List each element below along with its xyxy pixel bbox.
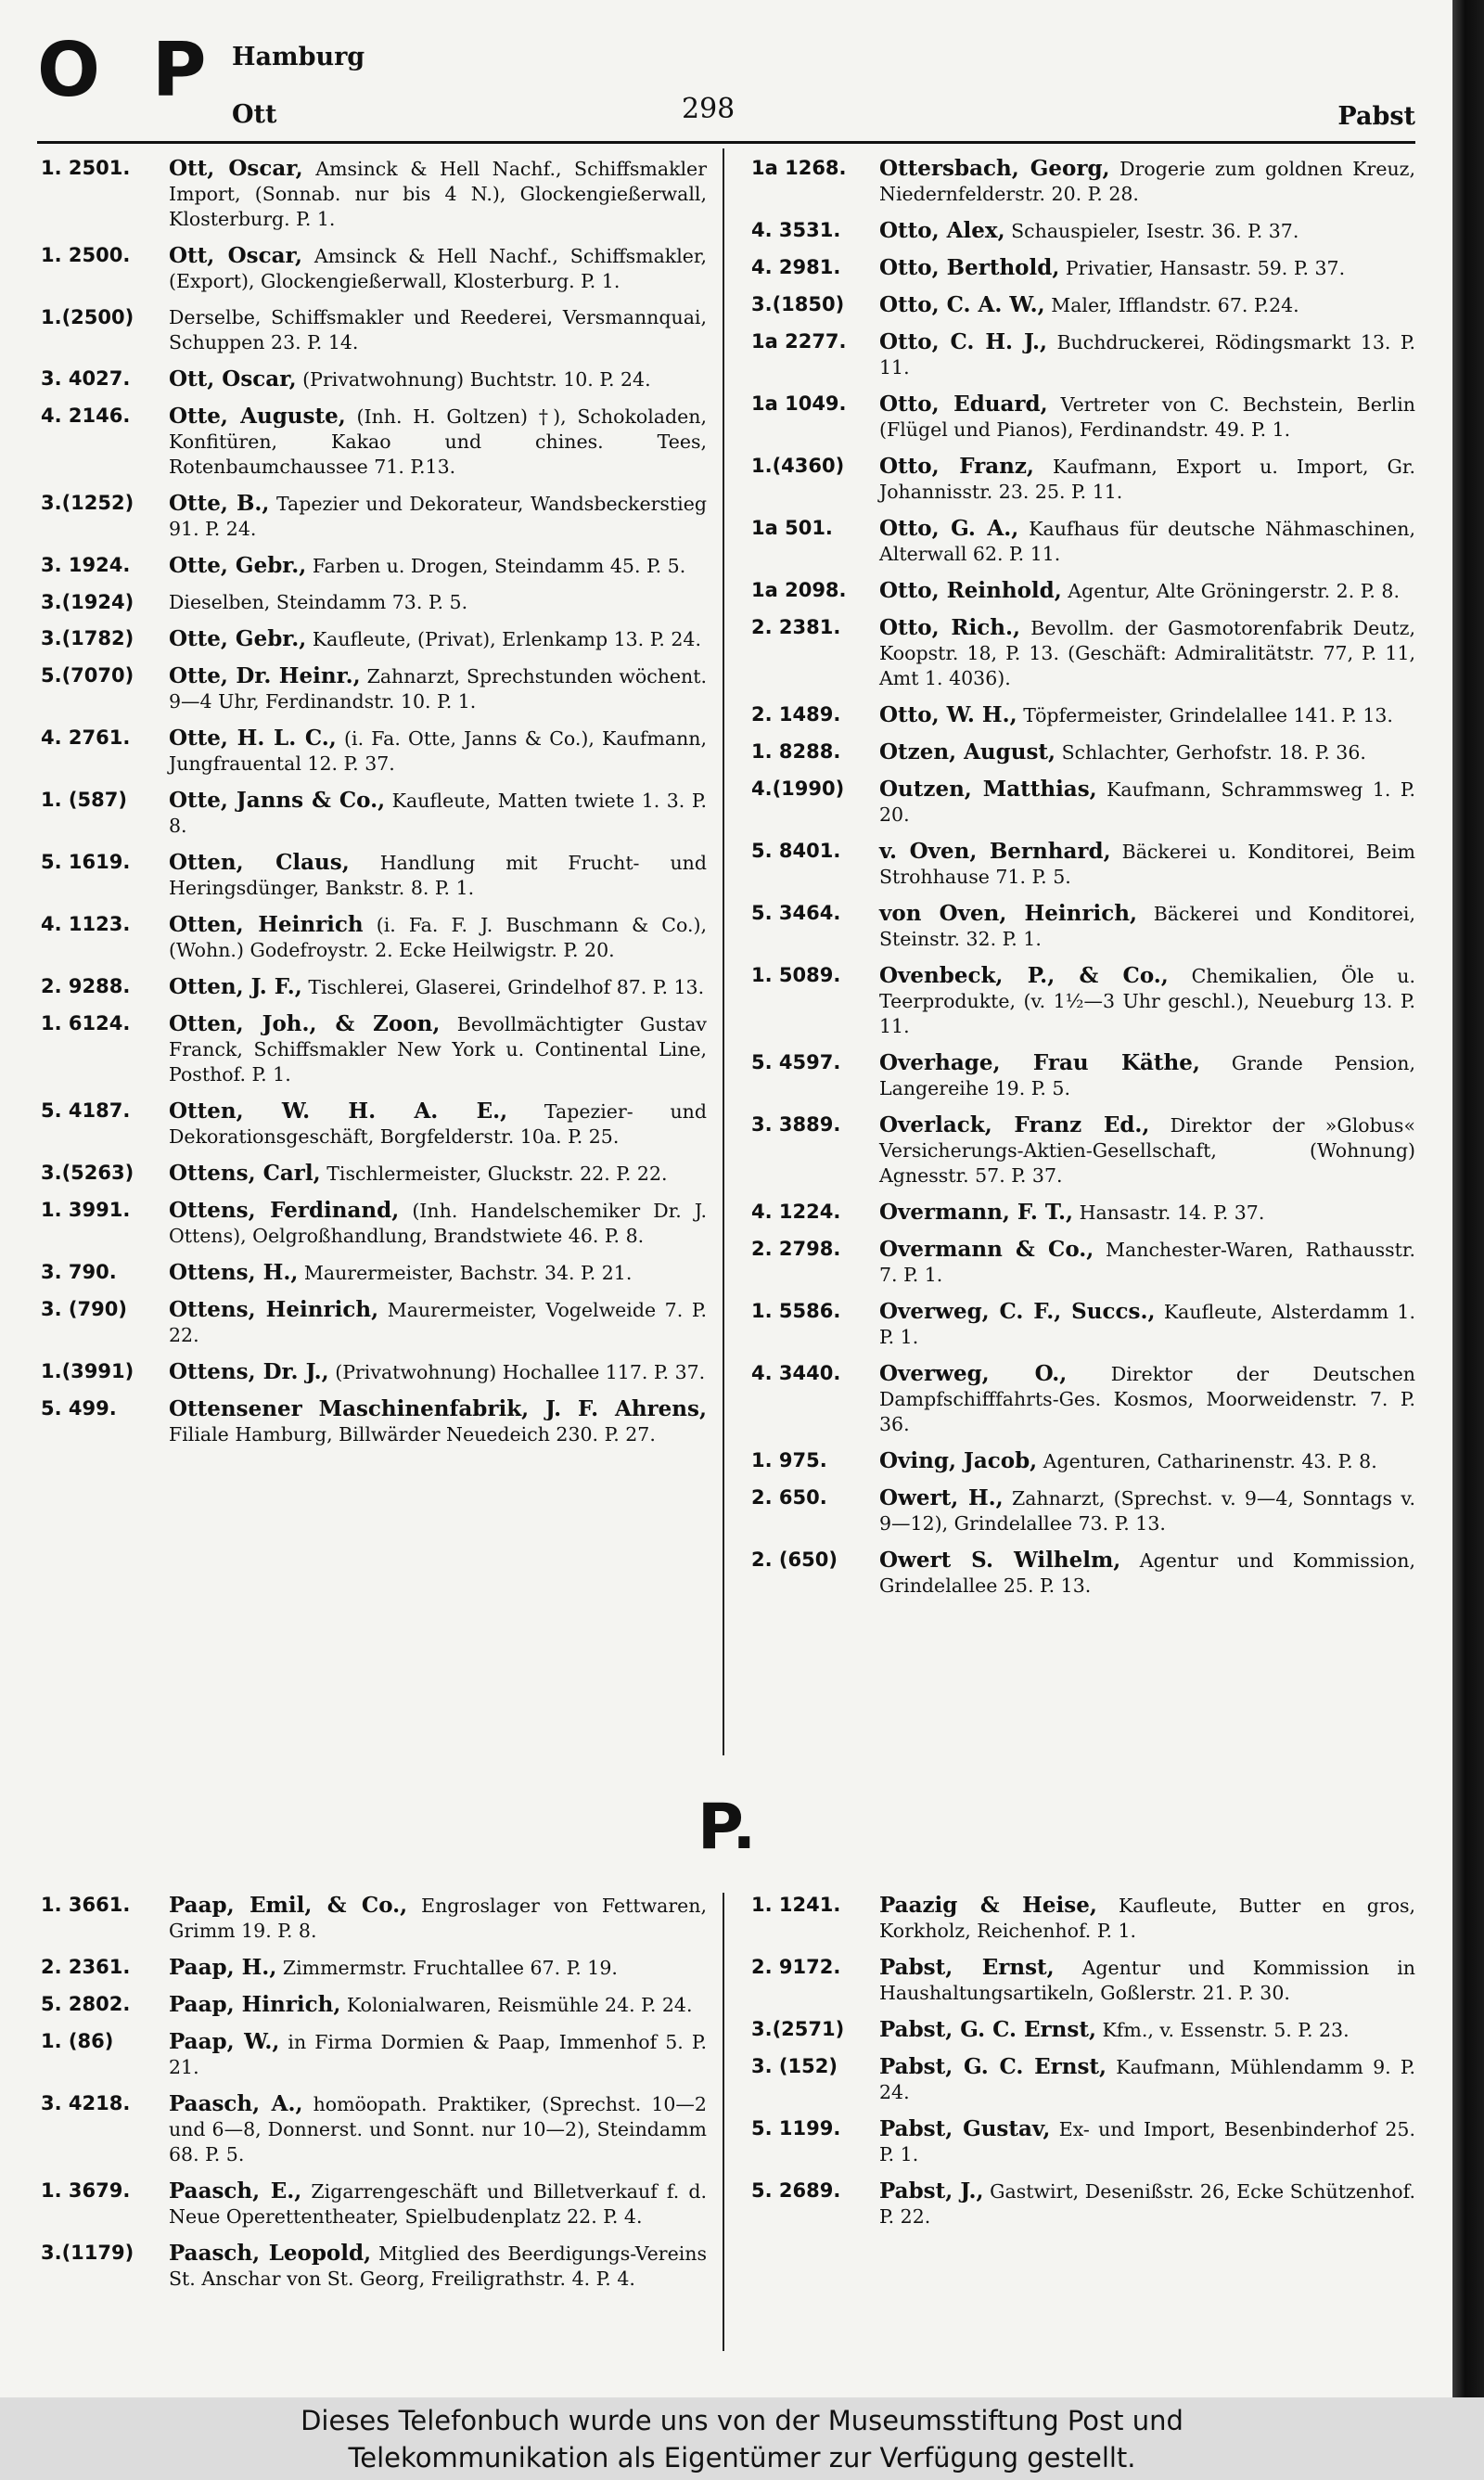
subscriber-name: Otten, Heinrich: [169, 912, 364, 937]
directory-entry: [41, 726, 707, 777]
subscriber-details: Derselbe, Schiffsmakler und Reederei, Versmannquai, Schuppen 23. P. 14.: [169, 306, 707, 353]
subscriber-details: Zahnarzt, (Sprechst. v. 9—4, Sonntags v. 9—12), Grindelallee 73. P. 13.: [879, 1487, 1415, 1535]
subscriber-name: Otte, Gebr.,: [169, 626, 307, 651]
header-city: Hamburg: [232, 43, 365, 71]
subscriber-name: Ott, Oscar,: [169, 366, 297, 392]
subscriber-details: Grande Pension, Langereihe 19. P. 5.: [879, 1052, 1415, 1099]
directory-entry: [41, 2091, 707, 2167]
directory-entry: [751, 1485, 1415, 1536]
subscriber-name: Otto, Rich.,: [879, 615, 1020, 640]
directory-entry: [751, 615, 1415, 691]
phone-number: 1. 5586.: [751, 1300, 841, 1322]
subscriber-details: Zahnarzt, Sprechstunden wöchent. 9—4 Uhr, Ferdinandstr. 10. P. 1.: [169, 665, 707, 713]
subscriber-details: Engroslager von Fettwaren, Grimm 19. P. 8.: [169, 1895, 707, 1942]
subscriber-details: Kolonialwaren, Reismühle 24. P. 24.: [346, 1994, 693, 2016]
phone-number: 1. 3679.: [41, 2179, 131, 2202]
phone-number: 1. (86): [41, 2030, 114, 2052]
subscriber-details: Buchdruckerei, Rödingsmarkt 13. P. 11.: [879, 331, 1415, 379]
directory-entry: [751, 739, 1415, 765]
subscriber-name: Otto, Franz,: [879, 454, 1034, 479]
phone-number: 2. 650.: [751, 1486, 827, 1509]
phone-number: 4. 1224.: [751, 1201, 841, 1223]
subscriber-name: Overmann, F. T.,: [879, 1200, 1074, 1225]
subscriber-name: Overweg, C. F., Succs.,: [879, 1299, 1156, 1324]
subscriber-details: Kaufleute, (Privat), Erlenkamp 13. P. 24.: [312, 628, 701, 650]
subscriber-name: Pabst, G. C. Ernst,: [879, 2054, 1107, 2079]
directory-entry: [751, 1548, 1415, 1599]
subscriber-details: Manchester-Waren, Rathausstr. 7. P. 1.: [879, 1239, 1415, 1286]
phone-number: 4. 3440.: [751, 1362, 841, 1384]
subscriber-details: (Inh. H. Goltzen) †), Schokoladen, Konfitüren, Kakao und chines. Tees, Rotenbaumchaussee 71. P.13.: [169, 405, 707, 478]
section-heading-p: P.: [697, 1791, 757, 1864]
phone-number: 5. 1619.: [41, 851, 131, 873]
phone-number: 3.(1924): [41, 591, 134, 613]
phone-number: 4. 3531.: [751, 219, 841, 241]
right-column-p: [751, 1893, 1415, 2241]
subscriber-details: homöopath. Praktiker, (Sprechst. 10—2 und 6—8, Donnerst. und Sonnt. nur 10—2), Steindamm 68. P. 5.: [169, 2093, 707, 2165]
subscriber-details: Tischlermeister, Gluckstr. 22. P. 22.: [326, 1163, 668, 1185]
subscriber-name: Paap, H.,: [169, 1955, 277, 1980]
header-rule: [37, 141, 1415, 144]
subscriber-details: Agentur und Kommission, Grindelallee 25. P. 13.: [879, 1549, 1415, 1597]
directory-entry: [41, 1297, 707, 1348]
directory-entry: [751, 963, 1415, 1039]
phone-number: 1a 2098.: [751, 579, 847, 601]
phone-number: 3. 4218.: [41, 2092, 131, 2114]
subscriber-details: Agentur und Kommission in Haushaltungsartikeln, Goßlerstr. 21. P. 30.: [879, 1957, 1415, 2004]
directory-entry: [751, 1448, 1415, 1474]
directory-entry: [41, 1955, 707, 1981]
subscriber-name: Otten, Joh., & Zoon,: [169, 1011, 441, 1036]
page-edge-shadow: [1452, 0, 1484, 2397]
subscriber-details: Hansastr. 14. P. 37.: [1079, 1201, 1265, 1224]
subscriber-name: Ovenbeck, P., & Co.,: [879, 963, 1169, 988]
subscriber-name: Paap, Hinrich,: [169, 1992, 341, 2017]
phone-number: 3.(1179): [41, 2242, 134, 2264]
phone-number: 3.(1782): [41, 627, 134, 649]
subscriber-name: Overhage, Frau Käthe,: [879, 1050, 1200, 1075]
directory-entry: [751, 777, 1415, 828]
phone-number: 1. (587): [41, 789, 127, 811]
phone-number: 2. 2361.: [41, 1956, 131, 1978]
directory-entry: [41, 2178, 707, 2229]
subscriber-details: Agentur, Alte Gröningerstr. 2. P. 8.: [1068, 580, 1400, 602]
subscriber-name: Otto, Reinhold,: [879, 578, 1062, 603]
phone-number: 1. 2501.: [41, 157, 131, 179]
left-column-p: [41, 1893, 707, 2303]
subscriber-name: Otto, G. A.,: [879, 516, 1019, 541]
subscriber-name: Ottens, Dr. J.,: [169, 1359, 329, 1384]
header-last-entry: Pabst: [1337, 102, 1415, 131]
subscriber-details: Vertreter von C. Bechstein, Berlin (Flügel und Pianos), Ferdinandstr. 49. P. 1.: [879, 393, 1415, 441]
subscriber-details: Gastwirt, Desenißstr. 26, Ecke Schützenhof. P. 22.: [879, 2180, 1415, 2228]
subscriber-name: Paap, Emil, & Co.,: [169, 1893, 408, 1918]
directory-entry: [751, 2178, 1415, 2229]
subscriber-name: Pabst, Gustav,: [879, 2116, 1051, 2141]
phone-number: 5. 3464.: [751, 902, 841, 924]
directory-entry: [41, 1011, 707, 1087]
subscriber-name: Owert S. Wilhelm,: [879, 1548, 1121, 1573]
phone-number: 5. 2689.: [751, 2179, 841, 2202]
subscriber-name: Otte, Janns & Co.,: [169, 788, 386, 813]
subscriber-name: Ott, Oscar,: [169, 243, 302, 268]
directory-entry: [41, 1893, 707, 1944]
subscriber-details: Direktor der »Globus« Versicherungs-Aktien-Gesellschaft, (Wohnung) Agnesstr. 57. P. 37.: [879, 1114, 1415, 1187]
subscriber-name: Otte, B.,: [169, 491, 270, 516]
directory-entry: [41, 1359, 707, 1385]
subscriber-details: Bäckerei u. Konditorei, Beim Strohhause 71. P. 5.: [879, 841, 1415, 888]
phone-number: 1. 2500.: [41, 244, 131, 266]
footer-notice: [0, 2397, 1484, 2480]
right-column-o: [751, 156, 1415, 1610]
subscriber-details: Kaufleute, Butter en gros, Korkholz, Reichenhof. P. 1.: [879, 1895, 1415, 1942]
subscriber-details: Bevollm. der Gasmotorenfabrik Deutz, Koopstr. 18, P. 13. (Geschäft: Admiralitätstr. 77, P. 11, Amt 1. 4036).: [879, 617, 1415, 689]
directory-entry: [751, 1112, 1415, 1189]
subscriber-details: Chemikalien, Öle u. Teerprodukte, (v. 1½—3 Uhr geschl.), Neueburg 13. P. 11.: [879, 965, 1415, 1037]
subscriber-name: Ottens, Heinrich,: [169, 1297, 379, 1322]
directory-entry: [751, 1955, 1415, 2006]
subscriber-details: Maler, Ifflandstr. 67. P.24.: [1051, 294, 1299, 316]
phone-number: 2. 1489.: [751, 703, 841, 726]
directory-entry: [41, 2241, 707, 2292]
directory-entry: [41, 1099, 707, 1150]
directory-entry: [41, 1992, 707, 2018]
subscriber-details: (Privatwohnung) Hochallee 117. P. 37.: [335, 1361, 706, 1383]
subscriber-details: in Firma Dormien & Paap, Immenhof 5. P. 21.: [169, 2031, 707, 2078]
phone-number: 4. 2146.: [41, 405, 131, 427]
directory-entry: [751, 329, 1415, 380]
directory-entry: [41, 1161, 707, 1187]
directory-entry: [751, 1893, 1415, 1944]
directory-entry: [751, 292, 1415, 318]
subscriber-name: Otten, Claus,: [169, 850, 350, 875]
phone-number: 1a 1049.: [751, 392, 847, 415]
directory-entry: [751, 218, 1415, 244]
subscriber-name: Paasch, Leopold,: [169, 2241, 372, 2266]
subscriber-name: Outzen, Matthias,: [879, 777, 1097, 802]
subscriber-details: Agenturen, Catharinenstr. 43. P. 8.: [1043, 1450, 1377, 1472]
phone-number: 5. 8401.: [751, 840, 841, 862]
directory-entry: [751, 839, 1415, 890]
subscriber-name: Otten, J. F.,: [169, 974, 302, 999]
subscriber-name: Otte, Dr. Heinr.,: [169, 663, 361, 688]
phone-number: 5. 499.: [41, 1397, 117, 1420]
phone-number: 1. 975.: [751, 1449, 827, 1471]
phone-number: 2. 9288.: [41, 975, 131, 997]
subscriber-details: Tischlerei, Glaserei, Grindelhof 87. P. 13.: [308, 976, 705, 998]
directory-entry: [41, 788, 707, 839]
phone-number: 5. 2802.: [41, 1993, 131, 2015]
phone-number: 5. 4597.: [751, 1051, 841, 1073]
phone-number: 1. 1241.: [751, 1894, 841, 1916]
phone-number: 3.(2571): [751, 2018, 845, 2040]
phone-number: 1a 1268.: [751, 157, 847, 179]
subscriber-name: v. Oven, Bernhard,: [879, 839, 1111, 864]
directory-entry: [751, 578, 1415, 604]
subscriber-name: Ott, Oscar,: [169, 156, 303, 181]
phone-number: 1.(2500): [41, 306, 134, 328]
subscriber-name: Overmann & Co.,: [879, 1237, 1094, 1262]
subscriber-details: Kfm., v. Essenstr. 5. P. 23.: [1102, 2019, 1350, 2041]
directory-entry: [751, 702, 1415, 728]
subscriber-name: Paap, W.,: [169, 2029, 280, 2054]
subscriber-name: Paasch, E.,: [169, 2178, 302, 2204]
subscriber-details: Filiale Hamburg, Billwärder Neuedeich 230. P. 27.: [169, 1423, 656, 1446]
subscriber-name: Oving, Jacob,: [879, 1448, 1038, 1473]
subscriber-name: Otten, W. H. A. E.,: [169, 1099, 508, 1124]
footer-line-2: Telekommunikation als Eigentümer zur Verfügung gestellt.: [348, 2442, 1136, 2474]
phone-number: 4. 2761.: [41, 726, 131, 749]
phone-number: 4. 1123.: [41, 913, 131, 935]
phone-number: 3.(1850): [751, 293, 845, 315]
phone-number: 3.(5263): [41, 1162, 134, 1184]
subscriber-name: Paazig & Heise,: [879, 1893, 1097, 1918]
subscriber-name: Pabst, G. C. Ernst,: [879, 2017, 1096, 2042]
subscriber-details: (i. Fa. Otte, Janns & Co.), Kaufmann, Jungfrauental 12. P. 37.: [169, 727, 707, 775]
subscriber-name: Otto, C. A. W.,: [879, 292, 1045, 317]
directory-entry: [41, 491, 707, 542]
directory-entry: [751, 1200, 1415, 1226]
phone-number: 3. (790): [41, 1298, 127, 1320]
directory-entry: [41, 663, 707, 714]
phone-number: 1. 6124.: [41, 1012, 131, 1034]
directory-entry: [751, 156, 1415, 207]
subscriber-details: Schlachter, Gerhofstr. 18. P. 36.: [1061, 741, 1366, 764]
phone-number: 5. 1199.: [751, 2117, 841, 2139]
directory-entry: [41, 590, 707, 615]
subscriber-name: Paasch, A.,: [169, 2091, 303, 2116]
subscriber-details: Dieselben, Steindamm 73. P. 5.: [169, 591, 468, 613]
phone-number: 5. 4187.: [41, 1099, 131, 1122]
directory-entry: [41, 404, 707, 480]
subscriber-name: Otto, C. H. J.,: [879, 329, 1048, 354]
subscriber-name: Ottens, H.,: [169, 1260, 299, 1285]
subscriber-details: Bäckerei und Konditorei, Steinstr. 32. P. 1.: [879, 903, 1415, 950]
subscriber-details: Kaufmann, Schrammsweg 1. P. 20.: [879, 778, 1415, 826]
directory-entry: [751, 454, 1415, 505]
phone-number: 1.(4360): [751, 455, 845, 477]
phone-number: 1. 3991.: [41, 1199, 131, 1221]
phone-number: 1a 501.: [751, 517, 833, 539]
subscriber-details: Handlung mit Frucht- und Heringsdünger, Bankstr. 8. P. 1.: [169, 852, 707, 899]
phone-number: 2. 9172.: [751, 1956, 841, 1978]
subscriber-details: (Inh. Handelschemiker Dr. J. Ottens), Oelgroßhandlung, Brandstwiete 46. P. 8.: [169, 1200, 707, 1247]
phone-number: 1.(3991): [41, 1360, 134, 1382]
phone-number: 5.(7070): [41, 664, 134, 687]
subscriber-details: Mitglied des Beerdigungs-Vereins St. Anschar von St. Georg, Freiligrathstr. 4. P. 4.: [169, 2242, 707, 2290]
subscriber-name: Otto, Alex,: [879, 218, 1005, 243]
directory-entry: [751, 392, 1415, 443]
subscriber-details: Schauspieler, Isestr. 36. P. 37.: [1011, 220, 1299, 242]
phone-number: 1. 8288.: [751, 740, 841, 763]
phone-number: 3. 3889.: [751, 1113, 841, 1136]
directory-entry: [41, 974, 707, 1000]
subscriber-name: Otte, H. L. C.,: [169, 726, 337, 751]
subscriber-name: Ottens, Carl,: [169, 1161, 321, 1186]
subscriber-details: Töpfermeister, Grindelallee 141. P. 13.: [1023, 704, 1393, 726]
subscriber-name: Pabst, J.,: [879, 2178, 984, 2204]
subscriber-details: Zigarrengeschäft und Billetverkauf f. d. Neue Operettentheater, Spielbudenplatz 22. P. 4.: [169, 2180, 707, 2228]
column-divider-top: [723, 148, 724, 1755]
directory-entry: [41, 626, 707, 652]
directory-entry: [41, 305, 707, 355]
subscriber-name: Overweg, O.,: [879, 1361, 1068, 1386]
subscriber-details: (Privatwohnung) Buchtstr. 10. P. 24.: [302, 368, 651, 391]
directory-entry: [41, 1396, 707, 1447]
phone-number: 1. 5089.: [751, 964, 841, 986]
footer-line-1: Dieses Telefonbuch wurde uns von der Museumsstiftung Post und: [301, 2405, 1183, 2436]
subscriber-details: Tapezier- und Dekorationsgeschäft, Borgfelderstr. 10a. P. 25.: [169, 1100, 707, 1148]
directory-entry: [41, 156, 707, 232]
subscriber-details: Maurermeister, Bachstr. 34. P. 21.: [303, 1262, 633, 1284]
directory-entry: [751, 2017, 1415, 2043]
subscriber-details: Amsinck & Hell Nachf., Schiffsmakler Import, (Sonnab. nur bis 4 N.), Glockengießerwall, Klosterburg. P. 1.: [169, 158, 707, 230]
phone-number: 3.(1252): [41, 492, 134, 514]
directory-entry: [751, 1050, 1415, 1101]
subscriber-details: Drogerie zum goldnen Kreuz, Niedernfelderstr. 20. P. 28.: [879, 158, 1415, 205]
directory-entry: [751, 255, 1415, 281]
subscriber-details: Kaufleute, Alsterdamm 1. P. 1.: [879, 1301, 1415, 1348]
subscriber-name: Otto, Berthold,: [879, 255, 1060, 280]
phone-number: 3. (152): [751, 2055, 838, 2077]
subscriber-name: Otte, Gebr.,: [169, 553, 307, 578]
subscriber-details: Farben u. Drogen, Steindamm 45. P. 5.: [312, 555, 686, 577]
subscriber-name: Ottensener Maschinenfabrik, J. F. Ahrens,: [169, 1396, 707, 1421]
phone-number: 2. (650): [751, 1548, 838, 1571]
subscriber-details: Kaufmann, Export u. Import, Gr. Johannisstr. 23. 25. P. 11.: [879, 456, 1415, 503]
subscriber-name: Otto, W. H.,: [879, 702, 1017, 727]
directory-entry: [41, 1198, 707, 1249]
subscriber-name: Otzen, August,: [879, 739, 1056, 765]
directory-entry: [751, 1361, 1415, 1437]
subscriber-name: Ottersbach, Georg,: [879, 156, 1110, 181]
phone-number: 3. 1924.: [41, 554, 131, 576]
subscriber-details: (i. Fa. F. J. Buschmann & Co.), (Wohn.) Godefroystr. 2. Ecke Heilwigstr. P. 20.: [169, 914, 707, 961]
directory-entry: [751, 2116, 1415, 2167]
directory-entry: [41, 366, 707, 392]
phone-number: 3. 790.: [41, 1261, 117, 1283]
subscriber-details: Zimmermstr. Fruchtallee 67. P. 19.: [282, 1957, 618, 1979]
directory-entry: [41, 243, 707, 294]
subscriber-details: Ex- und Import, Besenbinderhof 25. P. 1.: [879, 2118, 1415, 2165]
subscriber-details: Kaufmann, Mühlendamm 9. P. 24.: [879, 2056, 1416, 2103]
directory-entry: [751, 1237, 1415, 1288]
subscriber-details: Kaufleute, Matten twiete 1. 3. P. 8.: [169, 790, 707, 837]
phone-number: 3. 4027.: [41, 367, 131, 390]
page-number: 298: [682, 93, 736, 125]
phone-number: 4. 2981.: [751, 256, 841, 278]
subscriber-name: Otte, Auguste,: [169, 404, 346, 429]
subscriber-details: Privatier, Hansastr. 59. P. 37.: [1065, 257, 1346, 279]
subscriber-details: Bevollmächtigter Gustav Franck, Schiffsmakler New York u. Continental Line, Posthof. P. 1.: [169, 1013, 707, 1086]
directory-entry: [751, 2054, 1415, 2105]
subscriber-details: Kaufhaus für deutsche Nähmaschinen, Alterwall 62. P. 11.: [879, 518, 1415, 565]
phone-number: 2. 2381.: [751, 616, 841, 638]
directory-entry: [751, 901, 1415, 952]
phone-number: 2. 2798.: [751, 1238, 841, 1260]
subscriber-name: Overlack, Franz Ed.,: [879, 1112, 1150, 1137]
subscriber-name: Owert, H.,: [879, 1485, 1004, 1510]
subscriber-name: Ottens, Ferdinand,: [169, 1198, 400, 1223]
subscriber-details: Maurermeister, Vogelweide 7. P. 22.: [169, 1299, 707, 1346]
subscriber-name: von Oven, Heinrich,: [879, 901, 1137, 926]
phone-number: 1. 3661.: [41, 1894, 131, 1916]
phone-number: 4.(1990): [751, 777, 845, 800]
directory-entry: [751, 1299, 1415, 1350]
directory-entry: [751, 516, 1415, 567]
subscriber-name: Pabst, Ernst,: [879, 1955, 1055, 1980]
subscriber-name: Otto, Eduard,: [879, 392, 1048, 417]
directory-entry: [41, 850, 707, 901]
directory-entry: [41, 2029, 707, 2080]
directory-entry: [41, 912, 707, 963]
directory-entry: [41, 553, 707, 579]
left-column-o: [41, 156, 707, 1458]
section-letters: O P: [37, 27, 220, 113]
subscriber-details: Amsinck & Hell Nachf., Schiffsmakler, (Export), Glockengießerwall, Klosterburg. P. 1.: [169, 245, 707, 292]
directory-entry: [41, 1260, 707, 1286]
column-divider-bottom: [723, 1893, 724, 2351]
subscriber-details: Tapezier und Dekorateur, Wandsbeckerstieg 91. P. 24.: [169, 493, 707, 540]
phone-number: 1a 2277.: [751, 330, 847, 353]
subscriber-details: Direktor der Deutschen Dampfschifffahrts-Ges. Kosmos, Moorweidenstr. 7. P. 36.: [879, 1363, 1415, 1435]
header-first-entry: Ott: [232, 100, 277, 129]
